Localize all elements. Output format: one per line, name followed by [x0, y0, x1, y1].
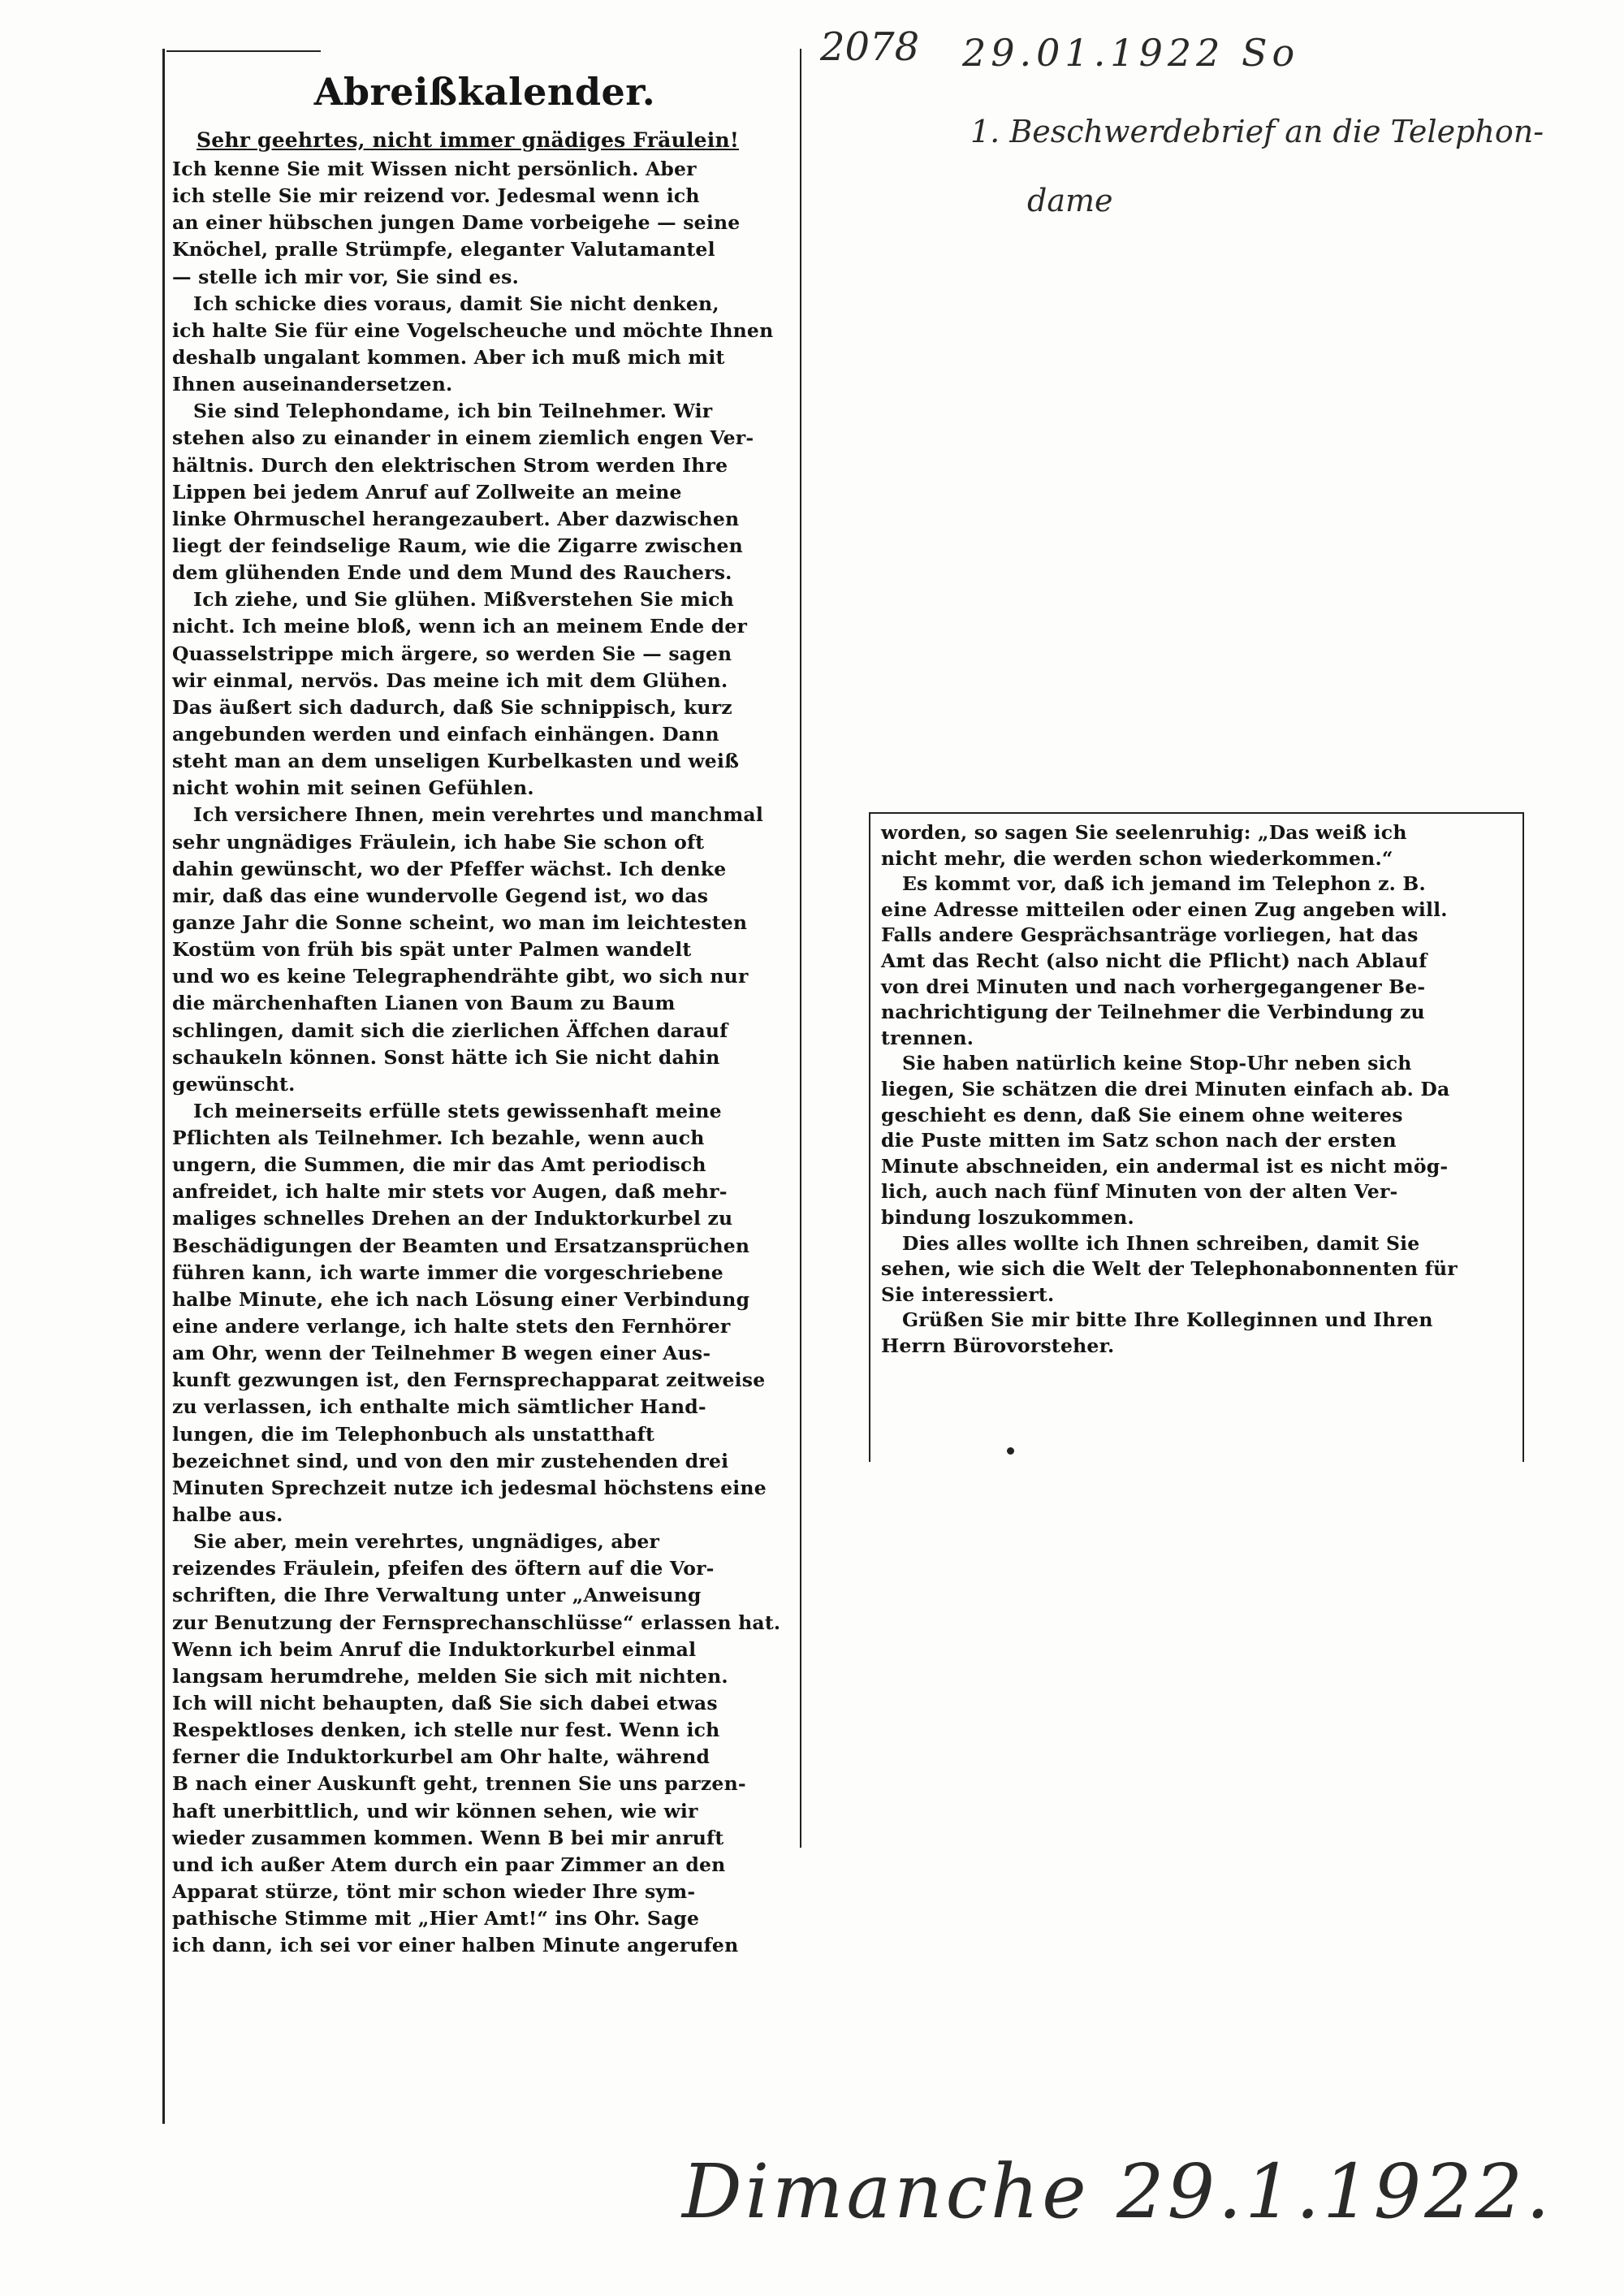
right-column-line: geschieht es denn, daß Sie einem ohne weiteres: [881, 1103, 1403, 1126]
left-column-line: am Ohr, wenn der Teilnehmer B wegen einer Aus-: [172, 1342, 711, 1365]
left-column-line: Minuten Sprechzeit nutze ich jedesmal höchstens eine: [172, 1476, 767, 1499]
handwritten-note-line1: 1. Beschwerdebrief an die Telephon-: [970, 114, 1544, 149]
handwritten-note-line2: dame: [1027, 183, 1113, 218]
left-column-line: Lippen bei jedem Anruf auf Zollweite an meine: [172, 480, 682, 504]
left-column-line: dahin gewünscht, wo der Pfeffer wächst. Ich denke: [172, 857, 727, 880]
right-column-line: Amt das Recht (also nicht die Pflicht) nach Ablauf: [881, 949, 1427, 972]
left-column-line: anfreidet, ich halte mir stets vor Augen, daß mehr-: [172, 1180, 728, 1204]
left-column-line: liegt der feindselige Raum, wie die Zigarre zwischen: [172, 534, 743, 557]
left-column-line: Sie aber, mein verehrtes, ungnädiges, aber: [193, 1530, 660, 1554]
left-column-line: angebunden werden und einfach einhängen. Dann: [172, 722, 719, 746]
left-column-line: linke Ohrmuschel herangezaubert. Aber dazwischen: [172, 507, 740, 530]
left-column-top-rule: [166, 50, 321, 52]
left-column-line: Ihnen auseinandersetzen.: [172, 373, 453, 396]
left-column-line: deshalb ungalant kommen. Aber ich muß mich mit: [172, 345, 725, 369]
left-column-line: langsam herumdrehe, melden Sie sich mit nichten.: [172, 1664, 728, 1688]
right-column-line: Es kommt vor, daß ich jemand im Telephon z. B.: [902, 872, 1426, 896]
left-column-line: steht man an dem unseligen Kurbelkasten und weiß: [172, 750, 740, 773]
right-column-line: die Puste mitten im Satz schon nach der ersten: [881, 1129, 1397, 1152]
left-column-line: zu verlassen, ich enthalte mich sämtlicher Hand-: [172, 1395, 706, 1419]
right-column-line: sehen, wie sich die Welt der Telephonabonnenten für: [881, 1257, 1458, 1281]
right-column-line: nicht mehr, die werden schon wiederkommen.“: [881, 846, 1393, 870]
left-column-line: Respektloses denken, ich stelle nur fest. Wenn ich: [172, 1719, 720, 1742]
article-right-column: [881, 820, 1518, 1359]
archive-date: 29.01.1922 So: [962, 31, 1300, 75]
right-column-line: bindung loszukommen.: [881, 1205, 1134, 1229]
left-column-line: die märchenhaften Lianen von Baum zu Baum: [172, 992, 676, 1015]
left-column-line: mir, daß das eine wundervolle Gegend ist, wo das: [172, 884, 709, 907]
left-column-line: schlingen, damit sich die zierlichen Äffchen darauf: [172, 1018, 728, 1042]
left-column-line: Quasselstrippe mich ärgere, so werden Sie — sagen: [172, 642, 732, 665]
left-column-line: reizendes Fräulein, pfeifen des öftern auf die Vor-: [172, 1557, 715, 1580]
end-mark: [1007, 1447, 1014, 1455]
left-column-line: wir einmal, nervös. Das meine ich mit dem Glühen.: [172, 668, 728, 692]
left-column-line: Ich meinerseits erfülle stets gewissenhaft meine: [193, 1099, 722, 1122]
right-column-top-rule: [869, 812, 1522, 814]
left-column-line: zur Benutzung der Fernsprechanschlüsse“ erlassen hat.: [172, 1611, 781, 1634]
right-column-line: Dies alles wollte ich Ihnen schreiben, damit Sie: [902, 1231, 1420, 1255]
right-column-line: von drei Minuten und nach vorhergegangener Be-: [881, 975, 1426, 998]
left-column-line: eine andere verlange, ich halte stets den Fernhörer: [172, 1315, 731, 1338]
left-column-line: Pflichten als Teilnehmer. Ich bezahle, wenn auch: [172, 1126, 705, 1150]
article-title: Abreißkalender.: [313, 70, 656, 114]
left-column-line: Kostüm von früh bis spät unter Palmen wandelt: [172, 938, 692, 962]
left-column-line: schaukeln können. Sonst hätte ich Sie nicht dahin: [172, 1045, 720, 1069]
left-column-line: ich dann, ich sei vor einer halben Minute angerufen: [172, 1934, 739, 1957]
left-column-line: führen kann, ich warte immer die vorgeschriebene: [172, 1260, 723, 1284]
left-column-line: Sie sind Telephondame, ich bin Teilnehmer. Wir: [193, 400, 713, 423]
left-column-line: nicht wohin mit seinen Gefühlen.: [172, 776, 534, 800]
right-column-line: liegen, Sie schätzen die drei Minuten einfach ab. Da: [881, 1077, 1450, 1100]
left-column-line: Ich ziehe, und Sie glühen. Mißverstehen Sie mich: [193, 588, 734, 612]
left-column-line: hältnis. Durch den elektrischen Strom werden Ihre: [172, 453, 728, 477]
left-column-line: bezeichnet sind, und von den mir zustehenden drei: [172, 1449, 729, 1472]
left-column-body: [172, 156, 797, 1959]
right-column-line: Sie haben natürlich keine Stop-Uhr neben sich: [902, 1052, 1412, 1075]
left-column-left-rule: [162, 49, 165, 2124]
left-column-line: Ich will nicht behaupten, daß Sie sich dabei etwas: [172, 1692, 718, 1715]
left-column-line: ganze Jahr die Sonne scheint, wo man im leichtesten: [172, 910, 748, 934]
left-column-line: halbe aus.: [172, 1503, 283, 1527]
right-column-line: worden, so sagen Sie seelenruhig: „Das weiß ich: [881, 821, 1407, 844]
right-column-left-rule: [869, 812, 870, 1462]
left-column-line: schriften, die Ihre Verwaltung unter „Anweisung: [172, 1584, 702, 1607]
left-column-line: ferner die Induktorkurbel am Ohr halte, während: [172, 1745, 710, 1769]
left-column-line: Das äußert sich dadurch, daß Sie schnippisch, kurz: [172, 695, 732, 719]
right-column-line: Falls andere Gesprächsanträge vorliegen, hat das: [881, 923, 1419, 947]
right-column-line: Grüßen Sie mir bitte Ihre Kolleginnen und Ihren: [902, 1308, 1433, 1332]
left-column-line: lungen, die im Telephonbuch als unstatthaft: [172, 1422, 655, 1446]
right-column-line: Minute abschneiden, ein andermal ist es nicht mög-: [881, 1154, 1449, 1178]
right-column-line: lich, auch nach fünf Minuten von der alten Ver-: [881, 1180, 1398, 1204]
right-column-right-rule: [1522, 812, 1524, 1462]
left-column-line: — stelle ich mir vor, Sie sind es.: [172, 265, 519, 288]
left-column-line: Ich versichere Ihnen, mein verehrtes und manchmal: [193, 803, 763, 827]
left-column-line: Ich schicke dies voraus, damit Sie nicht denken,: [193, 292, 719, 315]
right-column-line: eine Adresse mitteilen oder einen Zug angeben will.: [881, 897, 1448, 921]
left-column-line: maliges schnelles Drehen an der Induktorkurbel zu: [172, 1207, 733, 1230]
left-column-line: nicht. Ich meine bloß, wenn ich an meinem Ende der: [172, 615, 748, 638]
left-column-line: stehen also zu einander in einem ziemlich engen Ver-: [172, 426, 754, 450]
right-column-body: [881, 820, 1518, 1359]
left-column-line: halbe Minute, ehe ich nach Lösung einer Verbindung: [172, 1287, 750, 1311]
left-column-line: pathische Stimme mit „Hier Amt!“ ins Ohr. Sage: [172, 1907, 700, 1931]
left-column-line: Ich kenne Sie mit Wissen nicht persönlich. Aber: [172, 158, 697, 180]
left-column-line: an einer hübschen jungen Dame vorbeigehe — seine: [172, 211, 741, 235]
left-column-line: Beschädigungen der Beamten und Ersatzansprüchen: [172, 1234, 750, 1257]
right-column-line: Sie interessiert.: [881, 1282, 1055, 1306]
left-column-line: Knöchel, pralle Strümpfe, eleganter Valutamantel: [172, 238, 715, 262]
left-column-line: sehr ungnädiges Fräulein, ich habe Sie schon oft: [172, 830, 705, 854]
left-column-line: Apparat stürze, tönt mir schon wieder Ihre sym-: [172, 1880, 696, 1903]
left-column-line: B nach einer Auskunft geht, trennen Sie uns parzen-: [172, 1772, 746, 1796]
left-column-line: kunft gezwungen ist, den Fernsprechapparat zeitweise: [172, 1369, 766, 1392]
right-column-line: trennen.: [881, 1026, 974, 1049]
left-column-right-rule: [800, 49, 801, 1848]
left-column-line: ich stelle Sie mir reizend vor. Jedesmal wenn ich: [172, 184, 700, 208]
left-column-line: haft unerbittlich, und wir können sehen, wie wir: [172, 1799, 698, 1823]
left-column-line: und ich außer Atem durch ein paar Zimmer an den: [172, 1853, 726, 1876]
left-column-line: dem glühenden Ende und dem Mund des Rauchers.: [172, 561, 732, 585]
right-column-line: Herrn Bürovorsteher.: [881, 1334, 1115, 1357]
footer-date: Dimanche 29.1.1922.: [682, 2148, 1553, 2235]
left-column-line: wieder zusammen kommen. Wenn B bei mir anruft: [172, 1826, 724, 1849]
left-column-line: und wo es keine Telegraphendrähte gibt, wo sich nur: [172, 965, 749, 988]
article-left-column: [172, 67, 797, 1959]
left-column-line: ich halte Sie für eine Vogelscheuche und möchte Ihnen: [172, 318, 774, 342]
archive-number: 2078: [820, 24, 920, 70]
left-column-line: Wenn ich beim Anruf die Induktorkurbel einmal: [172, 1637, 697, 1661]
right-column-line: nachrichtigung der Teilnehmer die Verbindung zu: [881, 1001, 1425, 1024]
article-greeting: Sehr geehrtes, nicht immer gnädiges Fräulein!: [197, 128, 739, 152]
left-column-line: gewünscht.: [172, 1072, 296, 1096]
left-column-line: ungern, die Summen, die mir das Amt periodisch: [172, 1153, 706, 1177]
